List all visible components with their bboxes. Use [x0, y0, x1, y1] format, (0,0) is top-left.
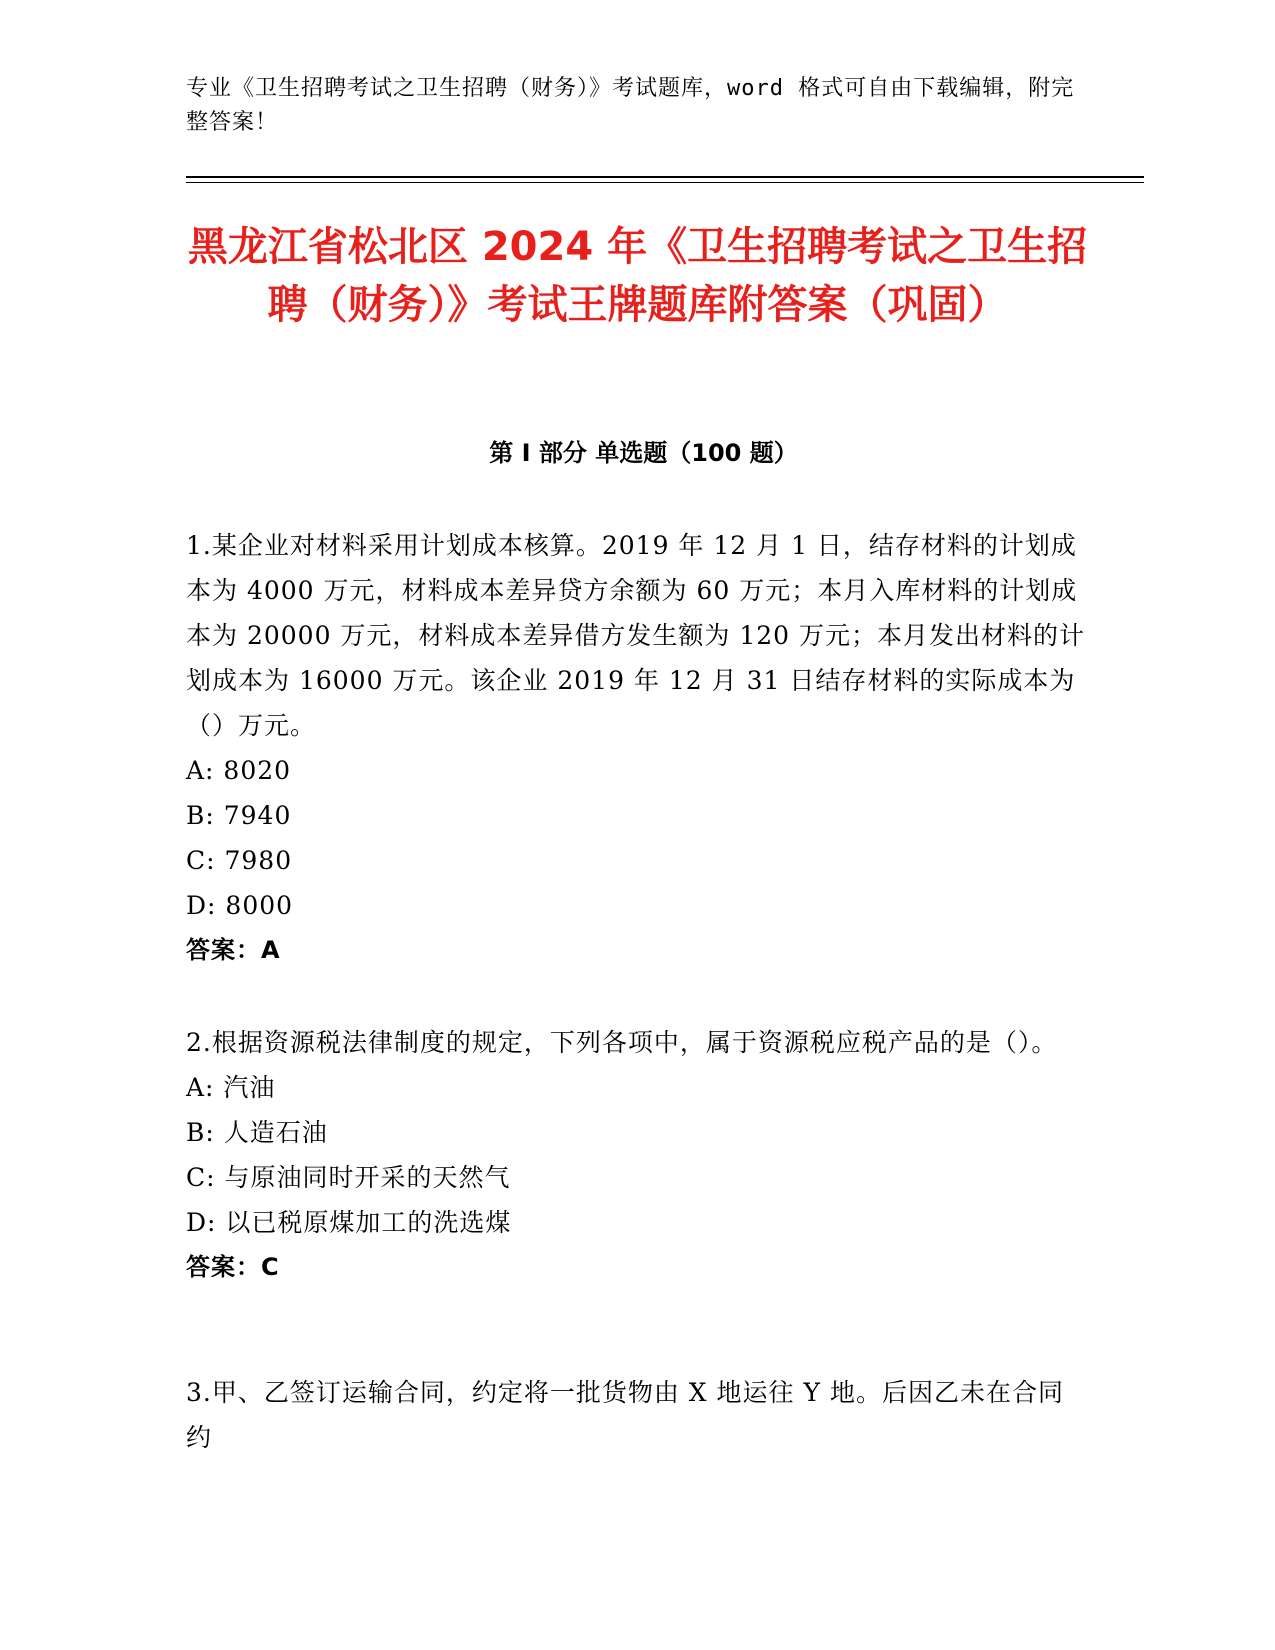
question-item — [186, 1020, 1086, 1290]
question-stem: 2.根据资源税法律制度的规定，下列各项中，属于资源税应税产品的是（）。 — [186, 1028, 1058, 1057]
question-option-c: C: 7980 — [186, 846, 293, 875]
question-stem: 3.甲、乙签订运输合同，约定将一批货物由 X 地运往 Y 地。后因乙未在合同约 — [186, 1378, 1064, 1452]
question-item — [186, 1370, 1086, 1460]
question-option-a: A: 8020 — [186, 756, 292, 785]
question-option-b: B: 7940 — [186, 801, 292, 830]
question-stem: 1.某企业对材料采用计划成本核算。2019 年 12 月 1 日，结存材料的计划成本为 4000 万元，材料成本差异贷方余额为 60 万元；本月入库材料的计划成本为 20000 万元，材料成本差异借方发生额为 120 万元；本月发出材料的计划成本为 16000 万元。该企业 2019 年 12 月 31 日结存材料的实际成本为（）万元。 — [186, 531, 1086, 740]
question-answer: 答案：C — [186, 1253, 280, 1281]
header-divider-thin — [186, 182, 1144, 183]
question-option-a: A: 汽油 — [186, 1073, 276, 1102]
question-option-c: C: 与原油同时开采的天然气 — [186, 1163, 511, 1192]
document-title: 黑龙江省松北区 2024 年《卫生招聘考试之卫生招聘（财务）》考试王牌题库附答案（巩固） — [187, 224, 1088, 328]
question-item — [186, 523, 1086, 973]
question-answer: 答案：A — [186, 936, 281, 964]
question-option-d: D: 8000 — [186, 891, 294, 920]
section-heading: 第 I 部分 单选题（100 题） — [489, 439, 798, 467]
question-option-b: B: 人造石油 — [186, 1118, 328, 1147]
header-divider — [186, 176, 1144, 178]
question-option-d: D: 以已税原煤加工的洗选煤 — [186, 1208, 512, 1237]
header-note: 专业《卫生招聘考试之卫生招聘（财务）》考试题库，word 格式可自由下载编辑，附完整答案！ — [186, 76, 1075, 135]
